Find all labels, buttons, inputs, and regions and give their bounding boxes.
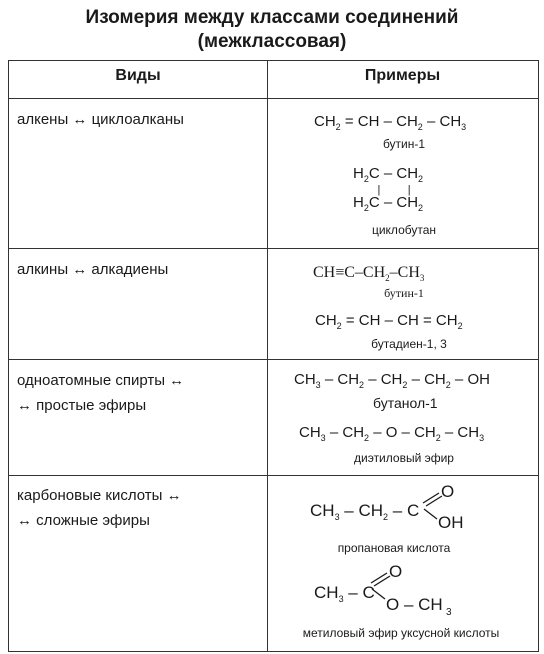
formula-name: бутадиен-1, 3 [371, 337, 447, 351]
kind-alcohols-line1: одноатомные спирты ↔ [17, 372, 185, 389]
page-subtitle: (межклассовая) [197, 31, 347, 52]
kind-acids-line1: карбоновые кислоты ↔ [17, 487, 182, 504]
formula-name: пропановая кислота [337, 541, 451, 555]
formula-name: бутин-1 [382, 137, 426, 151]
formula-butanol: $CH_3 - CH_2 - CH_2 - CH_2$ – OH [294, 371, 490, 390]
formula-diethyl-ether: $CH_3 - CH_2$ – O – $CH_2 - CH_3$ [299, 424, 485, 443]
row-divider [9, 248, 538, 249]
kind-ethers-line2: ↔ простые эфиры [17, 397, 147, 414]
formula-name: бутин-1 [384, 286, 424, 300]
svg-text:O: O [389, 562, 403, 581]
header-examples: Примеры [364, 67, 441, 84]
formula-name: метиловый эфир уксусной кислоты [302, 626, 500, 640]
isomerism-table [8, 60, 539, 652]
formula-cyclobutane-top: $H_2C - CH_2$ [353, 165, 424, 184]
svg-text:O – CH: O – CH [386, 595, 443, 614]
formula-name: циклобутан [371, 223, 437, 237]
formula-propanoic-acid: $CH_3 - CH_2$ – C [310, 501, 420, 522]
carboxyl-group [419, 483, 479, 533]
ester-group [367, 561, 467, 616]
ring-bonds: | | [353, 184, 411, 196]
page-title: Изомерия между классами соединений [85, 7, 459, 28]
column-divider [267, 61, 268, 651]
svg-text:OH: OH [438, 513, 464, 532]
svg-text:O: O [441, 483, 455, 501]
formula-methyl-acetate: $CH_3$ – C [314, 583, 375, 604]
formula-butadiene: $CH_2$ = CH – CH = $CH_2$ [315, 312, 463, 331]
kind-alkenes-cycloalkanes: алкены ↔ циклоалканы [17, 111, 184, 128]
row-divider [9, 475, 538, 476]
header-kinds: Виды [115, 67, 161, 84]
kind-esters-line2: ↔ сложные эфиры [17, 512, 150, 529]
formula-name: диэтиловый эфир [354, 451, 454, 465]
formula-cyclobutane-bottom: $H_2C - CH_2$ [353, 194, 424, 213]
row-divider [9, 359, 538, 360]
formula-butyne: $CH\equiv C-CH_2-CH_3$ [313, 264, 425, 283]
header-divider [9, 98, 538, 99]
svg-text:3: 3 [446, 607, 452, 616]
formula-butene: $CH_2$ = CH – $CH_2 - CH_3$ [314, 113, 467, 132]
formula-name: бутанол-1 [373, 395, 438, 411]
kind-alkynes-alkadienes: алкины ↔ алкадиены [17, 261, 169, 278]
